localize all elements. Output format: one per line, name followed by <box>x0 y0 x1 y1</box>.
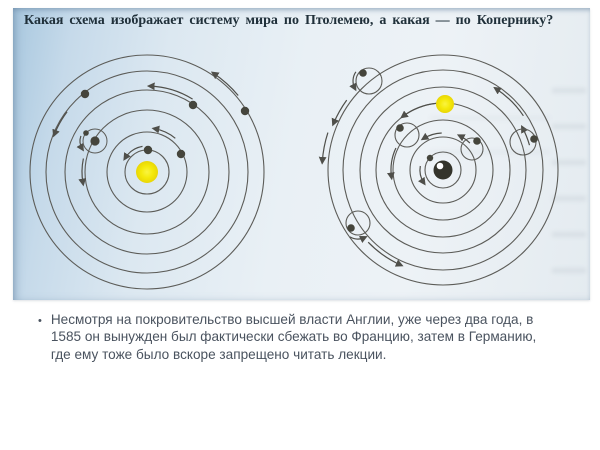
motion-arrow <box>82 159 83 184</box>
motion-arrow <box>150 86 193 99</box>
sun <box>136 161 158 183</box>
motion-arrow <box>420 166 424 183</box>
motion-arrow <box>322 133 328 162</box>
motion-arrow <box>353 72 356 89</box>
motion-arrow <box>214 73 239 95</box>
sun <box>436 95 454 113</box>
planet-dot <box>241 107 249 115</box>
bullet-paragraph <box>38 311 536 363</box>
planet-dot <box>177 150 185 158</box>
motion-arrow <box>403 103 436 116</box>
page-bleed-artifact-2 <box>430 116 550 176</box>
planet-dot <box>189 101 197 109</box>
planet-dot <box>90 136 99 145</box>
bullet-line-2: 1585 он вынужден был фактически сбежать во Францию, затем в Германию, <box>50 329 537 345</box>
bullet-line-1: Несмотря на покровительство высшей власти Англии, уже через два года, в <box>50 312 534 327</box>
motion-arrow <box>496 89 524 116</box>
planet-dot <box>144 146 152 154</box>
bullet-text <box>51 311 536 363</box>
diagram-left-sun-centered <box>30 55 264 289</box>
epicycle-planet-dot <box>396 124 404 132</box>
motion-arrow <box>334 100 347 123</box>
motion-arrow <box>125 146 143 158</box>
bullet-marker: • <box>38 315 42 327</box>
page-bleed-artifact <box>552 88 586 293</box>
textbook-scan-image <box>13 8 590 300</box>
motion-arrow <box>54 112 67 135</box>
bullet-line-3: где ему тоже было вскоре запрещено читать лекции. <box>50 346 387 362</box>
motion-arrow <box>350 237 365 239</box>
motion-arrow <box>80 136 82 149</box>
scan-question-title: Какая схема изображает систему мира по Птолемею, а какая — по Копернику? <box>24 13 554 28</box>
moon-dot <box>83 130 89 136</box>
epicycle-planet-dot <box>359 69 367 77</box>
planet-dot <box>81 90 89 98</box>
epicycle-planet-dot <box>347 224 355 232</box>
